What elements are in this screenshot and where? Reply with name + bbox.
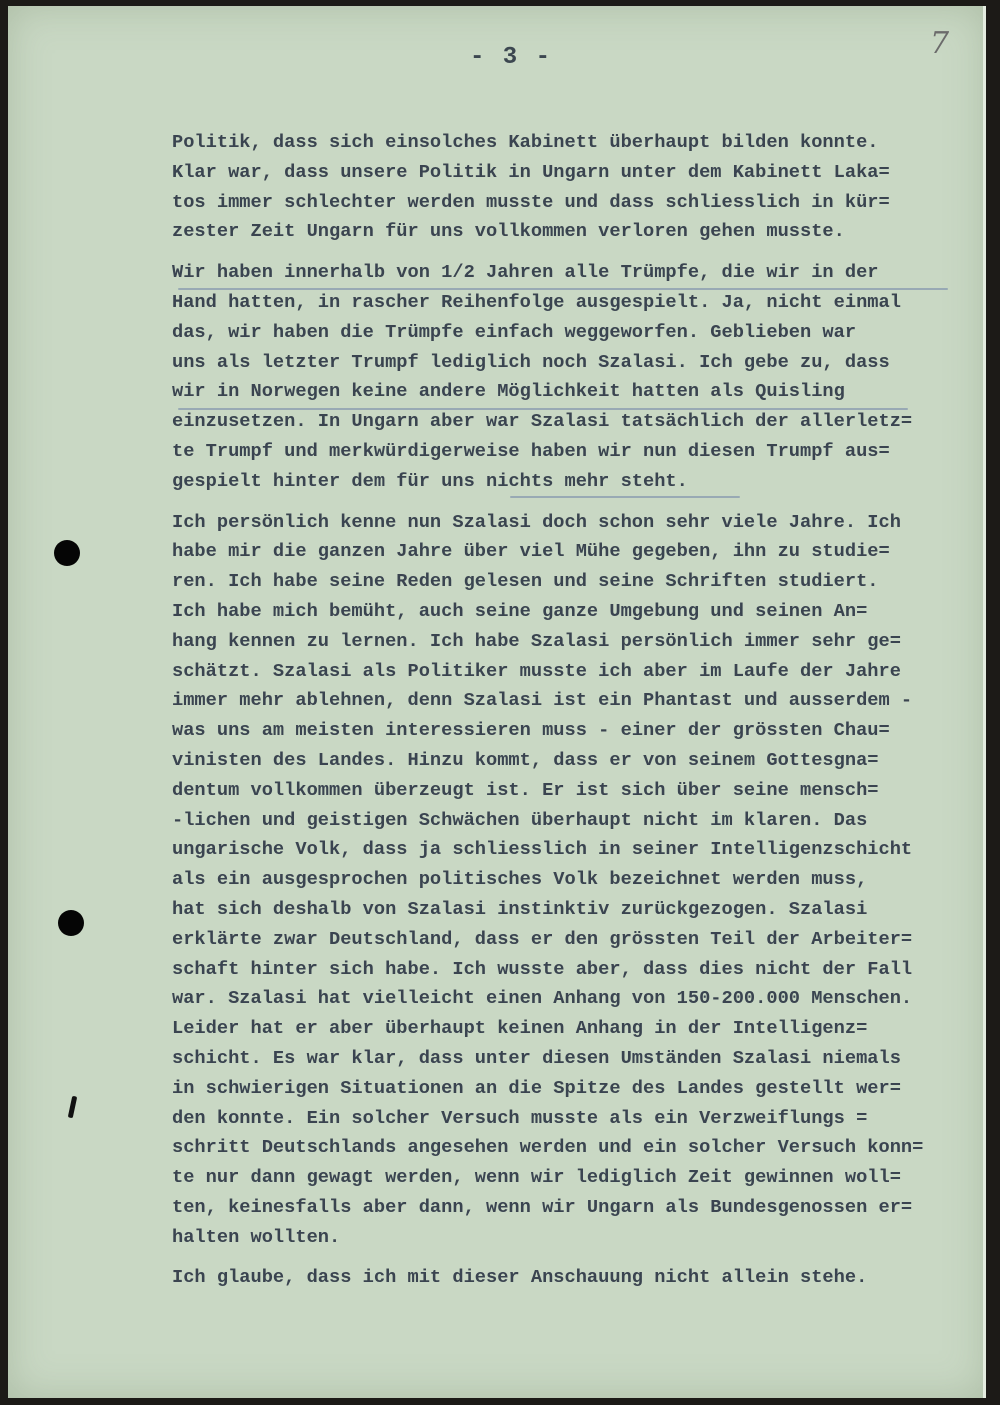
paragraph (172, 128, 972, 247)
paragraph-gap (172, 1252, 972, 1263)
paragraph (172, 258, 972, 496)
text-line: Ich habe mich bemüht, auch seine ganze Umgebung und seinen An= (172, 599, 868, 622)
text-line: te nur dann gewagt werden, wenn wir lediglich Zeit gewinnen woll= (172, 1166, 901, 1189)
text-line: immer mehr ablehnen, denn Szalasi ist ein Phantast und ausserdem - (172, 689, 913, 712)
text-line: -lichen und geistigen Schwächen überhaupt nicht im klaren. Das (172, 808, 868, 831)
paragraph (172, 1263, 972, 1293)
text-line: tos immer schlechter werden musste und dass schliesslich in kür= (172, 190, 890, 213)
text-line: Ich glaube, dass ich mit dieser Anschauung nicht allein stehe. (172, 1266, 868, 1289)
text-line: habe mir die ganzen Jahre über viel Mühe gegeben, ihn zu studie= (172, 540, 890, 563)
text-line: Wir haben innerhalb von 1/2 Jahren alle Trümpfe, die wir in der (172, 261, 879, 284)
text-line: schätzt. Szalasi als Politiker musste ich aber im Laufe der Jahre (172, 659, 901, 682)
text-line: den konnte. Ein solcher Versuch musste als ein Verzweiflungs = (172, 1106, 868, 1129)
text-line: ungarische Volk, dass ja schliesslich in seiner Intelligenzschicht (172, 838, 913, 861)
text-line: in schwierigen Situationen an die Spitze des Landes gestellt wer= (172, 1076, 901, 1099)
paragraph (172, 508, 972, 1253)
text-line: als ein ausgesprochen politisches Volk bezeichnet werden muss, (172, 868, 868, 891)
text-line: zester Zeit Ungarn für uns vollkommen verloren gehen musste. (172, 220, 845, 243)
text-line: gespielt hinter dem für uns nichts mehr steht. (172, 469, 688, 492)
text-line: war. Szalasi hat vielleicht einen Anhang von 150-200.000 Menschen. (172, 987, 913, 1010)
text-line: ten, keinesfalls aber dann, wenn wir Ungarn als Bundesgenossen er= (172, 1195, 913, 1218)
handwritten-folio-number: 7 (930, 26, 950, 61)
typewritten-body (172, 128, 972, 1293)
text-line: hat sich deshalb von Szalasi instinktiv zurückgezogen. Szalasi (172, 897, 868, 920)
text-line: schicht. Es war klar, dass unter diesen Umständen Szalasi niemals (172, 1046, 901, 1069)
text-line: was uns am meisten interessieren muss - einer der grössten Chau= (172, 719, 890, 742)
text-line: schritt Deutschlands angesehen werden und ein solcher Versuch konn= (172, 1136, 924, 1159)
text-line: wir in Norwegen keine andere Möglichkeit hatten als Quisling (172, 380, 845, 403)
text-line: schaft hinter sich habe. Ich wusste aber, dass dies nicht der Fall (172, 957, 913, 980)
text-line: einzusetzen. In Ungarn aber war Szalasi tatsächlich der allerletz= (172, 410, 913, 433)
text-line: Leider hat er aber überhaupt keinen Anhang in der Intelligenz= (172, 1017, 868, 1040)
punch-hole-upper (54, 540, 80, 566)
text-line: Politik, dass sich einsolches Kabinett überhaupt bilden konnte. (172, 131, 879, 153)
text-line: halten wollten. (172, 1225, 341, 1248)
text-line: hang kennen zu lernen. Ich habe Szalasi persönlich immer sehr ge= (172, 629, 901, 652)
text-line: te Trumpf und merkwürdigerweise haben wir nun diesen Trumpf aus= (172, 439, 890, 462)
text-line: vinisten des Landes. Hinzu kommt, dass er von seinem Gottesgna= (172, 748, 879, 771)
page-number: - 3 - (470, 44, 553, 71)
text-line: Ich persönlich kenne nun Szalasi doch schon sehr viele Jahre. Ich (172, 510, 901, 533)
text-line: Klar war, dass unsere Politik in Ungarn unter dem Kabinett Laka= (172, 160, 890, 183)
text-line: Hand hatten, in rascher Reihenfolge ausgespielt. Ja, nicht einmal (172, 290, 901, 313)
paragraph-gap (172, 247, 972, 258)
text-line: uns als letzter Trumpf lediglich noch Szalasi. Ich gebe zu, dass (172, 350, 890, 373)
text-line: erklärte zwar Deutschland, dass er den grössten Teil der Arbeiter= (172, 927, 913, 950)
text-line: ren. Ich habe seine Reden gelesen und seine Schriften studiert. (172, 570, 879, 593)
punch-hole-lower (58, 910, 84, 936)
text-line: dentum vollkommen überzeugt ist. Er ist sich über seine mensch= (172, 778, 879, 801)
paragraph-gap (172, 497, 972, 508)
text-line: das, wir haben die Trümpfe einfach weggeworfen. Geblieben war (172, 320, 857, 343)
